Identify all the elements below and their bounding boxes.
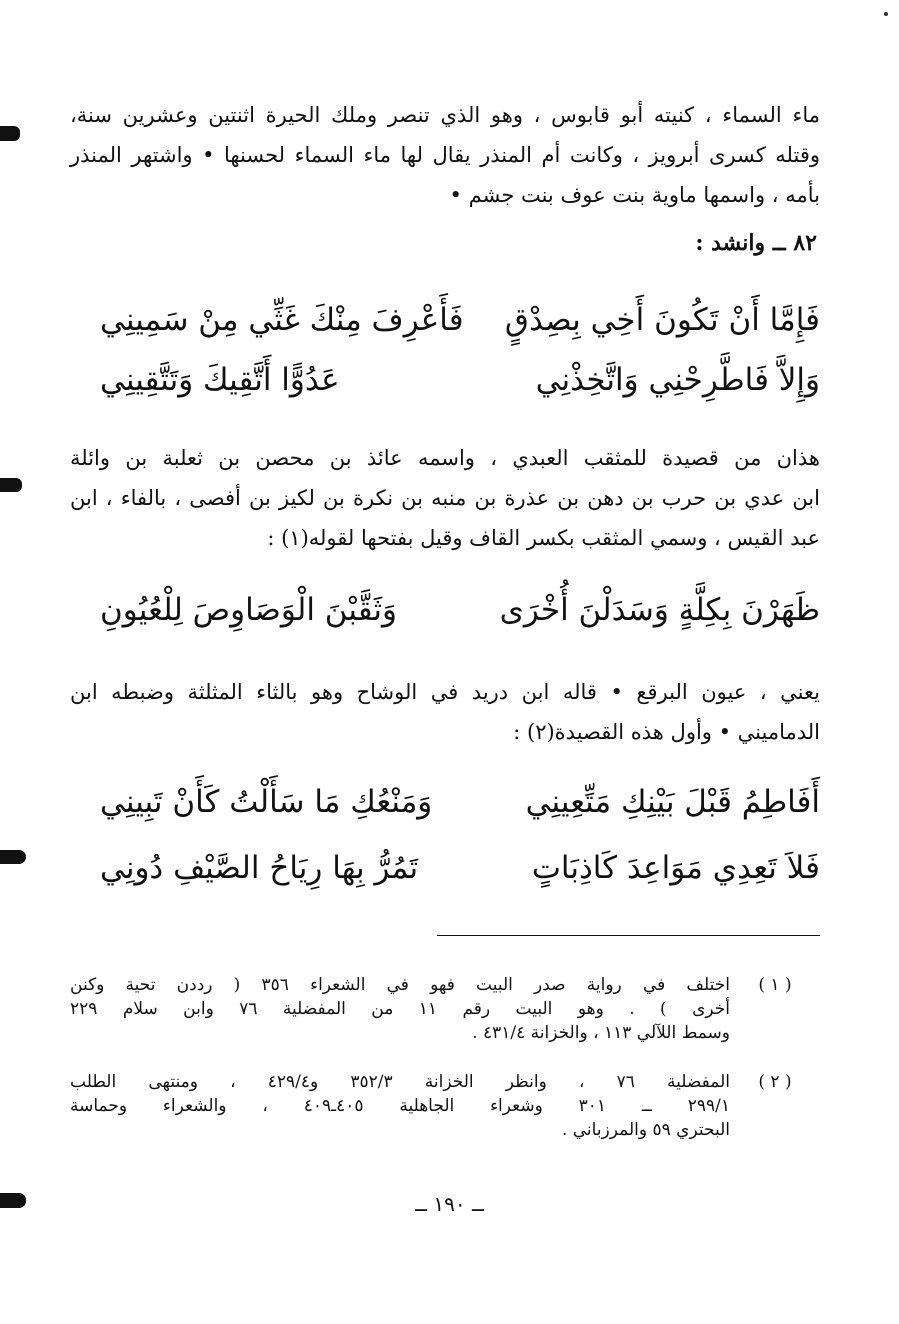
paragraph-line: وقتله كسرى أبرويز ، وكانت أم المنذر يقال لها ماء السماء لحسنها • واشتهر المنذر [70,143,820,167]
verse-first-hemistich: ظَهَرْنَ بِكِلَّةٍ وَسَدَلْنَ أُخْرَى [499,592,820,628]
footnote-2 [70,1070,820,1142]
footnote-number: ( ١ ) [758,975,792,995]
paragraph-line: الدماميني • وأول هذه القصيدة(٢) : [513,720,820,744]
page-number: ــ ١٩٠ ــ [415,1192,484,1216]
verse-second-hemistich: وَمَنْعُكِ مَا سَأَلْتُ كَأَنْ تَبِينِي [100,784,433,820]
scan-edge-mark [0,1193,26,1208]
verse-row [100,838,820,898]
footnote-1 [70,973,820,1045]
verse-row [100,290,820,350]
footnote-line: وسمط اللآلي ١١٣ ، والخزانة ٤٣١/٤ . [472,1023,730,1043]
verse-second-hemistich: فَأَعْرِفَ مِنْكَ غَثِّي مِنْ سَمِينِي [100,302,464,338]
footnote-line: المفضلية ٧٦ ، وانظر الخزانة ٣٥٢/٣ و٤٢٩/٤ ، ومنتهى الطلب [70,1072,730,1092]
paragraph-line: ابن عدي بن حرب بن دهن بن عذرة بن منبه بن نكرة بن لكيز بن أفصى ، بالفاء ، ابن [70,486,820,510]
verse-row [100,772,820,832]
verse-second-hemistich: عَدُوًّا أَتَّقِيكَ وَتَتَّقِينِي [100,362,340,398]
footnote-line: اختلف في رواية صدر البيت فهو في الشعراء ٣٥٦ ( رددن تحية وكنن [70,975,731,995]
footnote-separator [437,935,820,936]
verse-first-hemistich: أَفَاطِمُ قَبْلَ بَيْنِكِ مَتِّعِينِي [525,784,820,820]
section-heading: ٨٢ ــ وانشد : [695,230,817,256]
verse-first-hemistich: فَإِمَّا أَنْ تَكُونَ أَخِي بِصِدْقٍ [504,302,820,338]
scan-edge-mark [0,126,20,141]
paragraph-line: يعني ، عيون البرقع • قاله ابن دريد في الوشاح وهو بالثاء المثلثة وضبطه ابن [70,680,820,704]
scan-edge-mark [0,478,22,492]
footnote-line: البحتري ٥٩ والمرزباني . [561,1120,730,1140]
verse-row [100,350,820,410]
paragraph-line: هذان من قصيدة للمثقب العبدي ، واسمه عائذ بن محصن بن ثعلبة بن وائلة [70,446,820,470]
paragraph-2 [70,438,820,558]
footnote-text [70,973,730,1045]
paragraph-line: ماء السماء ، كنيته أبو قابوس ، وهو الذي تنصر وملك الحيرة اثنتين وعشرين سنة، [70,103,820,127]
paragraph-line: بأمه ، واسمها ماوية بنت عوف بنت جشم • [449,183,820,207]
footnote-line: ٢٩٩/١ ــ ٣٠١ وشعراء الجاهلية ٤٠٥ـ٤٠٩ ، والشعراء وحماسة [70,1096,730,1116]
verse-row [100,580,820,640]
footnote-number: ( ٢ ) [758,1072,792,1092]
verse-second-hemistich: تَمُرُّ بِهَا رِيَاحُ الصَّيْفِ دُونِي [100,850,419,886]
scan-dot [884,12,888,16]
verse-first-hemistich: وَإِلاَّ فَاطَّرِحْنِي وَاتَّخِذْنِي [535,362,820,398]
footnote-line: أخرى ) . وهو البيت رقم ١١ من المفضلية ٧٦ وابن سلام ٢٢٩ [70,999,731,1019]
scan-edge-mark [0,850,26,864]
verse-second-hemistich: وَثَقَّبْنَ الْوَصَاوِصَ لِلْعُيُونِ [100,592,398,628]
paragraph-3 [70,672,820,752]
paragraph-1 [70,95,820,215]
paragraph-line: عبد القيس ، وسمي المثقب بكسر القاف وقيل بفتحها لقوله(١) : [267,526,820,550]
footnote-text [70,1070,730,1142]
verse-first-hemistich: فَلاَ تَعِدِي مَوَاعِدَ كَاذِبَاتٍ [531,850,820,886]
